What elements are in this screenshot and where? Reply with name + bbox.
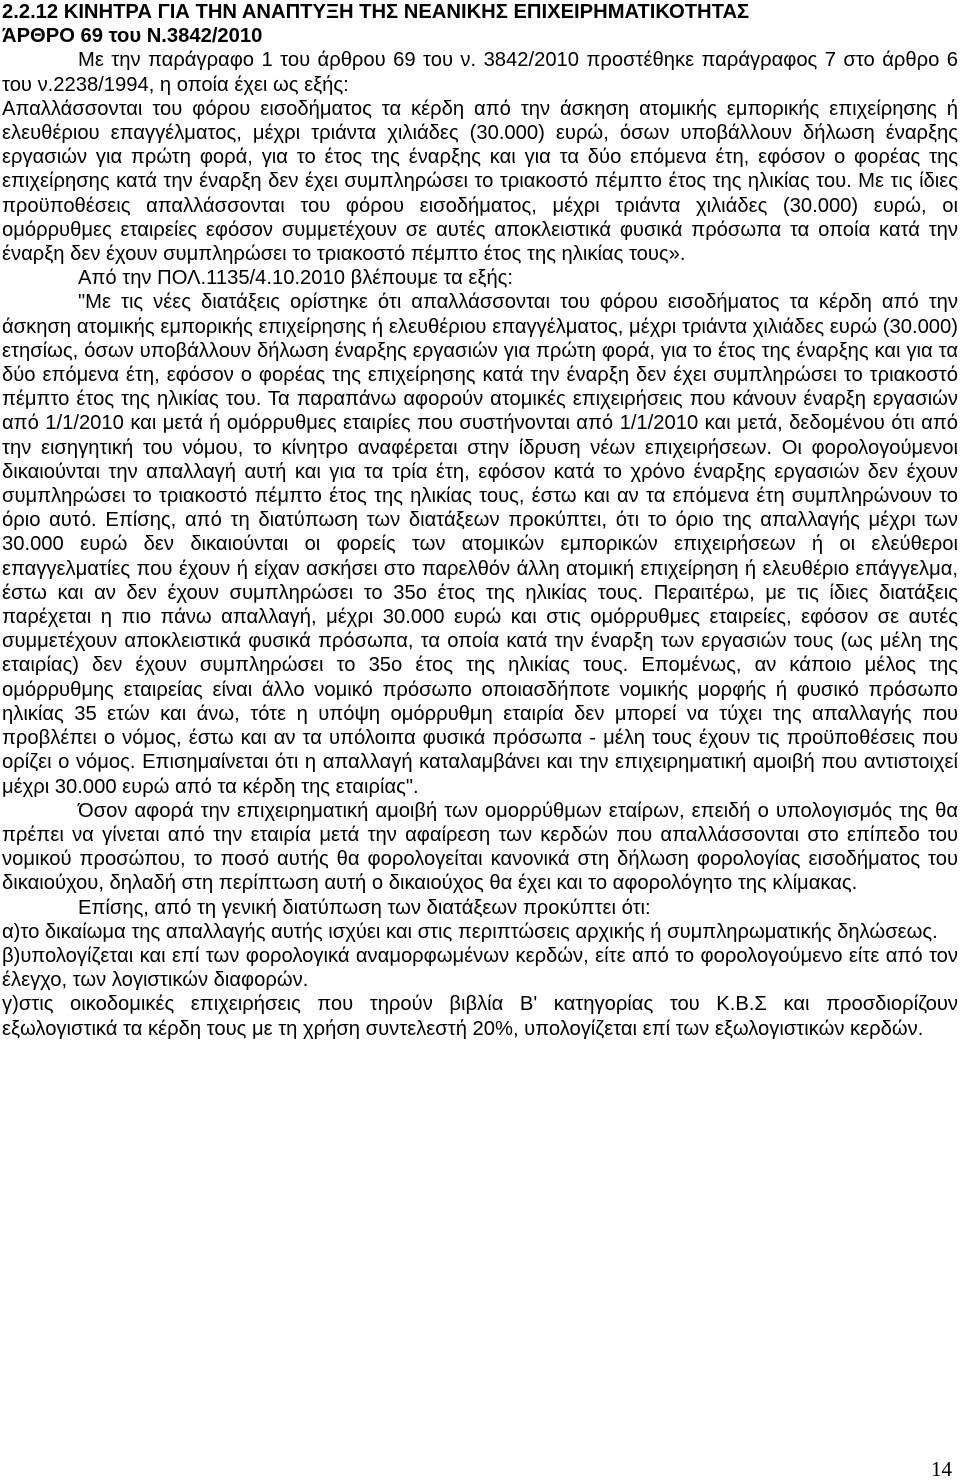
paragraph-law-text: Απαλλάσσονται του φόρου εισοδήματος τα κέρδη από την άσκηση ατομικής εμπορικής επιχείρησης ή ελευθέριου επαγγέλματος, μέχρι τριάντα χιλιάδες (30.000) ευρώ, όσων υποβάλλουν δήλωση έναρξης εργασιών για πρώτη φορά, για το έτος της έναρξης και για τα δύο επόμενα έτη, εφόσον ο φορέας της επιχείρησης κατά την έναρξη δεν έχει συμπληρώσει το τριακοστό πέμπτο έτος της ηλικίας του. Με τις ίδιες προϋποθέσεις απαλλάσσονται του φόρου εισοδήματος, μέχρι τριάντα χιλιάδες (30.000) ευρώ, οι ομόρρυθμες εταιρείες εφόσον συμμετέχουν σε αυτές αποκλειστικά φυσικά πρόσωπα τα οποία κατά την έναρξη δεν έχουν συμπληρώσει το τριακοστό πέμπτο έτος της ηλικίας τους». <box>2 97 958 266</box>
paragraph-intro: Με την παράγραφο 1 του άρθρου 69 του ν. 3842/2010 προστέθηκε παράγραφος 7 στο άρθρο 6 του ν.2238/1994, η οποία έχει ως εξής: <box>2 49 958 96</box>
paragraph-business-fee: Όσον αφορά την επιχειρηματική αμοιβή των ομορρύθμων εταίρων, επειδή ο υπολογισμός της θα πρέπει να γίνεται από την εταιρία μετά την αφαίρεση των κερδών που απαλλάσσονται στο επίπεδο του νομικού προσώπου, το ποσό αυτής θα φορολογείται κανονικά στη δήλωση φορολογίας εισοδήματος του δικαιούχου, δηλαδή στη περίπτωση αυτή ο δικαιούχος θα έχει και το αφορολόγητο της κλίμακας. <box>2 799 958 895</box>
page-number: 14 <box>931 1457 952 1481</box>
paragraph-pol-intro: Από την ΠΟΛ.1135/4.10.2010 βλέπουμε τα εξής: <box>78 267 514 290</box>
list-item-c: γ)στις οικοδομικές επιχειρήσεις που τηρούν βιβλία Β' κατηγορίας του Κ.Β.Σ και προσδιορίζουν εξωλογιστικά τα κέρδη τους με τη χρήση συντελεστή 20%, υπολογίζεται επί των εξωλογιστικών κερδών. <box>2 993 958 1040</box>
paragraph-also: Επίσης, από τη γενική διατύπωση των διατάξεων προκύπτει ότι: <box>78 896 651 919</box>
article-heading: ΆΡΘΡΟ 69 του Ν.3842/2010 <box>2 25 263 48</box>
section-heading: 2.2.12 ΚΙΝΗΤΡΑ ΓΙΑ ΤΗΝ ΑΝΑΠΤΥΞΗ ΤΗΣ ΝΕΑΝΙΚΗΣ ΕΠΙΧΕΙΡΗΜΑΤΙΚΟΤΗΤΑΣ <box>2 1 750 23</box>
list-item-a: α)το δικαίωμα της απαλλαγής αυτής ισχύει και στις περιπτώσεις αρχικής ή συμπληρωματικής δηλώσεως. <box>2 920 938 943</box>
document-body <box>2 0 958 1041</box>
list-item-b: β)υπολογίζεται και επί των φορολογικά αναμορφωμένων κερδών, είτε από το φορολογούμενο είτε από τον έλεγχο, των λογιστικών διαφορών. <box>2 944 958 992</box>
paragraph-pol-quote: "Με τις νέες διατάξεις ορίστηκε ότι απαλλάσσονται του φόρου εισοδήματος τα κέρδη από την άσκηση ατομικής εμπορικής επιχείρησης ή ελευθέριου επαγγέλματος, μέχρι τριάντα χιλιάδες ευρώ (30.000) ετησίως, όσων υποβάλλουν δήλωση έναρξης εργασιών για πρώτη φορά, για το έτος της έναρξης και για τα δύο επόμενα έτη, εφόσον ο φορέας της επιχείρησης κατά την έναρξη δεν έχει συμπληρώσει το τριακοστό πέμπτο έτος της ηλικίας του. Τα παραπάνω αφορούν ατομικές επιχειρήσεις που κάνουν έναρξη εργασιών από 1/1/2010 και μετά ή ομόρρυθμες εταιρίες που συστήνονται από 1/1/2010 και μετά, δεδομένου ότι από την εισηγητική του νόμου, το κίνητρο αναφέρεται στην ίδρυση νέων επιχειρήσεων. Οι φορολογούμενοι δικαιούνται την απαλλαγή αυτή και για τα τρία έτη, εφόσον κατά το χρόνο έναρξης εργασιών δεν έχουν συμπληρώσει το τριακοστό πέμπτο έτος της ηλικίας τους, έστω και αν τα επόμενα έτη συμπληρώνουν το όριο αυτό. Επίσης, από τη διατύπωση των διατάξεων προκύπτει, ότι το όριο της απαλλαγής μέχρι των 30.000 ευρώ δεν δικαιούνται οι φορείς των ατομικών εμπορικών επιχειρήσεων ή οι ελεύθεροι επαγγελματίες που έχουν ή είχαν ασκήσει στο παρελθόν άλλη ατομική επιχείρηση ή ελευθέριο επάγγελμα, έστω και αν δεν έχουν συμπληρώσει το 35ο έτος της ηλικίας τους. Περαιτέρω, με τις ίδιες διατάξεις παρέχεται η πιο πάνω απαλλαγή, μέχρι 30.000 ευρώ και στις ομόρρυθμες εταιρείες, εφόσον σε αυτές συμμετέχουν αποκλειστικά φυσικά πρόσωπα, τα οποία κατά την έναρξη των εργασιών τους (ως μέλη της εταιρίας) δεν έχουν συμπληρώσει το 35ο έτος της ηλικίας τους. Επομένως, αν κάποιο μέλος της ομόρρυθμης εταιρείας είναι άλλο νομικό πρόσωπο οποιασδήποτε νομικής μορφής ή φυσικό πρόσωπο ηλικίας 35 ετών και άνω, τότε η υπόψη ομόρρυθμη εταιρία δεν μπορεί να τύχει της απαλλαγής που προβλέπει ο νόμος, έστω και αν τα υπόλοιπα φυσικά πρόσωπα - μέλη τους έχουν τις προϋποθέσεις που ορίζει ο νόμος. Επισημαίνεται ότι η απαλλαγή καταλαμβάνει και την επιχειρηματική αμοιβή που αντιστοιχεί μέχρι 30.000 ευρώ από τα κέρδη της εταιρίας". <box>2 291 958 798</box>
